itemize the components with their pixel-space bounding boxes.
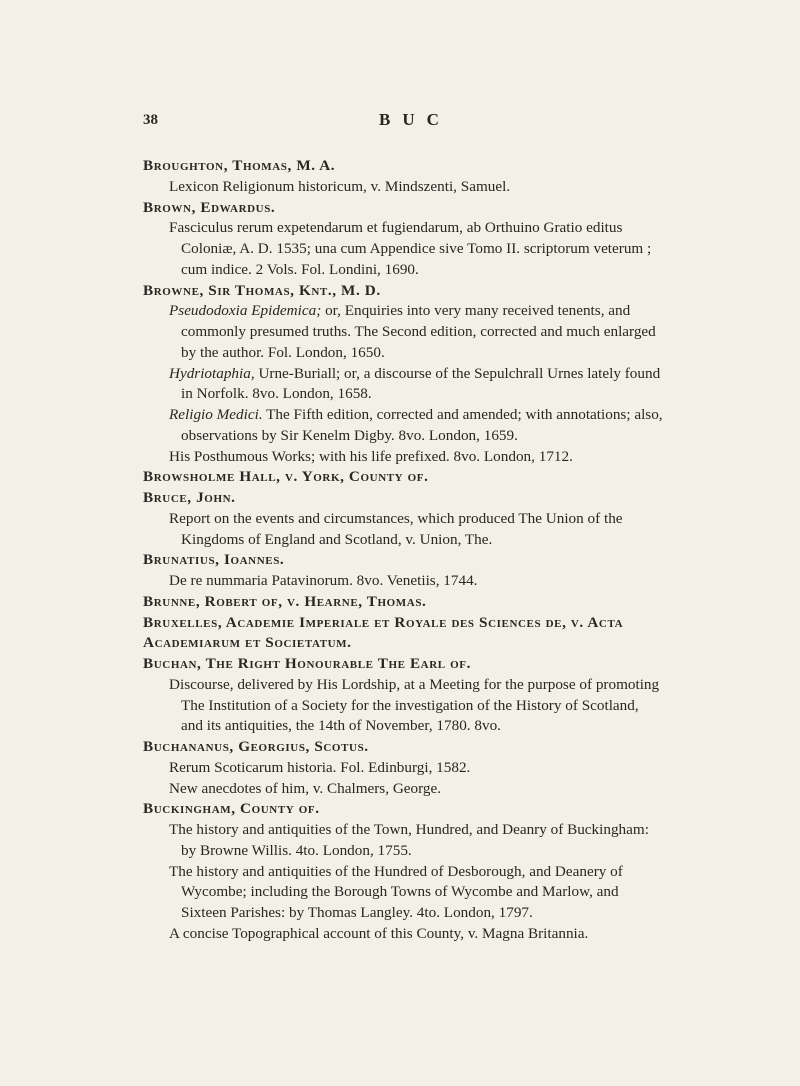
item-text: Discourse, delivered by His Lordship, at a Meeting for the purpose of promoting The Institution of a Society for the investigation of the History of Scotland, and its antiquities, the 14th of November, 1780. 8vo.	[169, 675, 660, 735]
page-number: 38	[143, 112, 158, 128]
item-text: His Posthumous Works; with his life prefixed. 8vo. London, 1712.	[169, 447, 573, 465]
entry-item	[143, 820, 663, 862]
entry-heading: Brunne, Robert of, v. Hearne, Thomas.	[143, 592, 427, 610]
item-text: A concise Topographical account of this County, v. Magna Britannia.	[169, 924, 589, 942]
item-title: Religio Medici.	[169, 406, 263, 423]
entry-item	[143, 862, 663, 924]
entry-heading: Brown, Edwardus.	[143, 198, 276, 216]
entry-item	[143, 675, 663, 737]
catalogue-entries	[143, 156, 663, 945]
item-text: Report on the events and circumstances, which produced The Union of the Kingdoms of England and Scotland, v. Union, The.	[169, 509, 623, 548]
entry-item	[143, 571, 663, 592]
item-text: De re nummaria Patavinorum. 8vo. Venetiis, 1744.	[169, 572, 478, 589]
entry-heading: Buckingham, County of.	[143, 800, 320, 818]
item-text: Urne-Buriall; or, a discourse of the Sepulchrall Urnes lately found in Norfolk. 8vo. London, 1658.	[181, 364, 661, 403]
item-text: Lexicon Religionum historicum, v. Mindszenti, Samuel.	[169, 177, 511, 195]
entry-item	[143, 779, 663, 800]
entry-item	[143, 405, 663, 447]
entry-heading: Buchananus, Georgius, Scotus.	[143, 738, 369, 755]
item-text: The history and antiquities of the Hundred of Desborough, and Deanery of Wycombe; including the Borough Towns of Wycombe and Marlow, and Sixteen Parishes: by Thomas Langley. 4to. London, 1797.	[169, 862, 623, 921]
entry-item	[143, 177, 663, 198]
entry-heading: Broughton, Thomas, M. A.	[143, 157, 336, 174]
entry-item	[143, 218, 663, 280]
entry-heading: Bruce, John.	[143, 489, 236, 506]
entry-heading: Browne, Sir Thomas, Knt., M. D.	[143, 281, 381, 299]
entry-item	[143, 758, 663, 779]
item-text: Fasciculus rerum expetendarum et fugiendarum, ab Orthuino Gratio editus Coloniæ, A. D. 1535; una cum Appendice sive Tomo II. scriptorum veterum ; cum indice. 2 Vols. Fol. Londini, 1690.	[169, 219, 652, 278]
entry-heading: Buchan, The Right Honourable The Earl of.	[143, 655, 471, 672]
entry-item	[143, 509, 663, 551]
item-title: Hydriotaphia,	[169, 364, 255, 382]
entry-heading: Bruxelles, Academie Imperiale et Royale des Sciences de, v. Acta Academiarum et Societatum.	[143, 613, 624, 652]
entry-heading: Browsholme Hall, v. York, County of.	[143, 468, 429, 486]
item-text: or, Enquiries into very many received tenents, and commonly presumed truths. The Second edition, corrected and much enlarged by the author. Fol. London, 1650.	[181, 302, 656, 361]
item-text: The Fifth edition, corrected and amended; with annotations; also, observations by Sir Kenelm Digby. 8vo. London, 1659.	[181, 406, 663, 444]
item-text: New anecdotes of him, v. Chalmers, George.	[169, 779, 442, 797]
entry-item	[143, 924, 663, 945]
entry-item	[143, 447, 663, 468]
item-text: The history and antiquities of the Town, Hundred, and Deanry of Buckingham: by Browne Willis. 4to. London, 1755.	[169, 821, 649, 859]
entry-item	[143, 364, 663, 406]
running-head: BUC	[379, 110, 451, 129]
entry-heading: Brunatius, Ioannes.	[143, 551, 285, 569]
entry-item	[143, 301, 663, 363]
item-text: Rerum Scoticarum historia. Fol. Edinburgi, 1582.	[169, 758, 471, 776]
item-title: Pseudodoxia Epidemica;	[169, 302, 322, 320]
